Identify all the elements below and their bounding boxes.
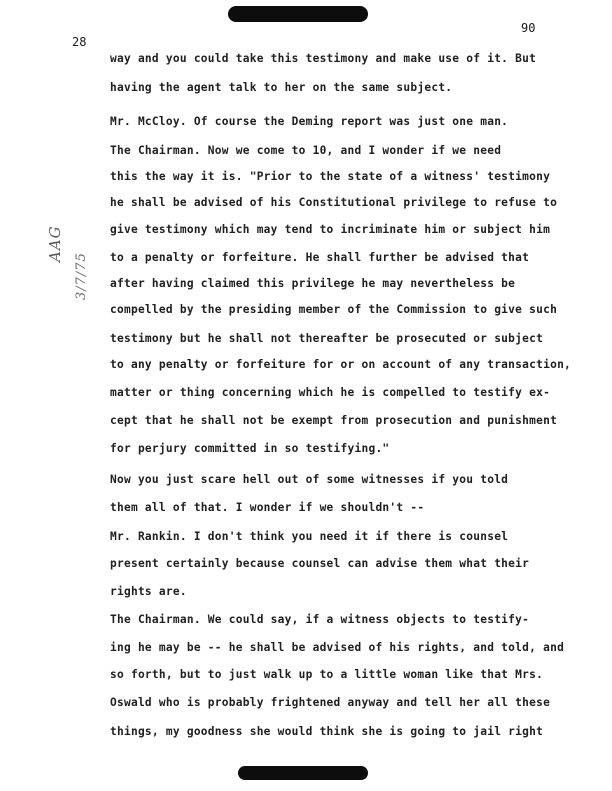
text-line: testimony but he shall not thereafter be prosecuted or subject xyxy=(110,332,544,345)
text-line: cept that he shall not be exempt from prosecution and punishment xyxy=(110,414,558,427)
text-line: Mr. McCloy. Of course the Deming report was just one man. xyxy=(110,115,509,128)
text-line: to a penalty or forfeiture. He shall further be advised that xyxy=(110,251,530,264)
text-line: after having claimed this privilege he may nevertheless be xyxy=(110,277,516,290)
text-line: things, my goodness she would think she is going to jail right xyxy=(110,725,544,738)
text-line: having the agent talk to her on the same subject. xyxy=(110,81,453,94)
text-line: this the way it is. "Prior to the state of a witness' testimony xyxy=(110,170,551,183)
text-line: present certainly because counsel can advise them what their xyxy=(110,557,530,570)
text-line: for perjury committed in so testifying." xyxy=(110,442,390,455)
text-line: ing he may be -- he shall be advised of his rights, and told, and xyxy=(110,641,565,654)
text-line: matter or thing concerning which he is compelled to testify ex- xyxy=(110,386,551,399)
redaction-bar-top xyxy=(228,6,368,22)
text-line: The Chairman. We could say, if a witness objects to testify- xyxy=(110,613,530,626)
right-page-number: 90 xyxy=(521,21,536,35)
text-line: Now you just scare hell out of some witnesses if you told xyxy=(110,473,509,486)
text-line: way and you could take this testimony and make use of it. But xyxy=(110,52,537,65)
text-line: The Chairman. Now we come to 10, and I wonder if we need xyxy=(110,144,502,157)
text-line: rights are. xyxy=(110,585,187,598)
text-line: give testimony which may tend to incriminate him or subject him xyxy=(110,223,551,236)
text-line: compelled by the presiding member of the Commission to give such xyxy=(110,303,558,316)
text-line: to any penalty or forfeiture for or on account of any transaction, xyxy=(110,358,572,371)
text-line: them all of that. I wonder if we shouldn't -- xyxy=(110,501,425,514)
redaction-bar-bottom xyxy=(238,766,368,780)
text-line: Oswald who is probably frightened anyway and tell her all these xyxy=(110,696,551,709)
text-line: he shall be advised of his Constitutional privilege to refuse to xyxy=(110,196,558,209)
margin-annotation-date: 3/7/75 xyxy=(74,252,89,300)
text-line: so forth, but to just walk up to a little woman like that Mrs. xyxy=(110,668,544,681)
margin-annotation-initials: AAG xyxy=(46,225,64,262)
text-line: Mr. Rankin. I don't think you need it if there is counsel xyxy=(110,530,509,543)
left-page-number: 28 xyxy=(72,35,87,49)
